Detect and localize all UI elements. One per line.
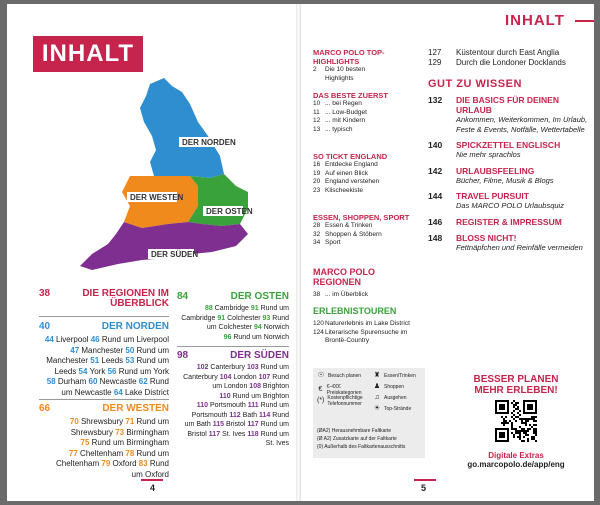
gut-item-head: TRAVEL PURSUIT xyxy=(456,191,529,201)
toc-entry[interactable]: Oxford xyxy=(112,459,139,468)
toc-page-number: 96 xyxy=(223,333,234,341)
toc-page-number: 91 xyxy=(217,314,228,322)
toc-page-number: 114 xyxy=(259,411,273,419)
toc-entry[interactable]: Colchester xyxy=(227,314,263,322)
toc-page-number: 47 xyxy=(70,345,82,355)
toc-page-number: 2 xyxy=(313,66,317,73)
toc-title: DIE REGIONEN IM ÜBERBLICK xyxy=(82,288,169,309)
page-number-rule xyxy=(414,479,436,481)
gut-item[interactable] xyxy=(428,166,588,186)
clock-icon: ☉ xyxy=(317,372,325,379)
toc-entry[interactable]: Shrewsbury xyxy=(70,427,116,437)
gut-item[interactable] xyxy=(428,95,588,134)
toc-page-number: 102 xyxy=(196,364,211,371)
toc-entry: Shoppen & Stöbern xyxy=(325,230,382,238)
toc-page-number: 71 xyxy=(125,417,137,426)
legend-item xyxy=(373,395,425,401)
map-label-south: DER SÜDEN xyxy=(151,250,199,259)
toc-page-number: 56 xyxy=(107,366,119,376)
toc-page-number: 104 xyxy=(219,373,234,381)
map-label-north: DER NORDEN xyxy=(182,138,236,147)
toc-page-number: 132 xyxy=(428,95,443,105)
gut-item[interactable] xyxy=(428,217,588,227)
toc-entry[interactable]: Rund um xyxy=(260,421,289,428)
toc-east[interactable] xyxy=(177,292,289,344)
toc-page-number: 20 xyxy=(313,178,321,185)
section-head: ESSEN, SHOPPEN, SPORT xyxy=(313,213,410,222)
toc-entry[interactable]: Rund xyxy=(272,411,289,419)
toc-entry[interactable]: Rund um Brighton xyxy=(232,392,289,400)
toc-entry[interactable]: Canterbury xyxy=(183,373,220,381)
gut-zu-wissen-heading: GUT ZU WISSEN xyxy=(428,78,522,90)
toc-page-number: 23 xyxy=(313,186,321,194)
qr-code[interactable] xyxy=(495,400,537,442)
toc-page-number: 142 xyxy=(428,165,443,176)
toc-page-number: 117 xyxy=(247,421,261,428)
toc-entry[interactable]: Rund xyxy=(149,377,169,386)
toc-page-number: 91 xyxy=(250,305,261,312)
toc-number: 38 xyxy=(39,288,51,299)
gut-item-sub: Fettnäpfchen und Reinfälle vermeiden xyxy=(456,242,583,252)
toc-highlights[interactable] xyxy=(313,48,425,83)
toc-row[interactable] xyxy=(313,329,425,338)
toc-line xyxy=(177,323,289,333)
toc-entry[interactable]: Bath xyxy=(242,411,260,419)
toc-entry[interactable]: Rund um xyxy=(136,345,169,355)
toc-body xyxy=(39,335,169,398)
toc-entry: ... im Überblick xyxy=(325,291,368,298)
toc-line xyxy=(177,314,289,324)
toc-page-number: 75 xyxy=(80,438,92,447)
toc-title: DER SÜDEN xyxy=(230,350,289,361)
toc-row[interactable] xyxy=(313,337,425,346)
toc-entry[interactable]: Cambridge xyxy=(214,305,251,312)
toc-page-number: 110 xyxy=(219,392,233,400)
toc-page-number: 118 xyxy=(247,430,261,438)
toc-number: 40 xyxy=(39,321,51,332)
toc-line xyxy=(39,459,169,470)
toc-west[interactable] xyxy=(39,404,169,480)
left-page xyxy=(7,4,298,501)
gut-item-head: BLOSS NICHT! xyxy=(456,232,517,243)
map-label-west: DER WESTEN xyxy=(130,193,184,202)
toc-page-number: 28 xyxy=(313,222,321,229)
gut-item-head: URLAUBSFEELING xyxy=(456,165,535,176)
page-title: INHALT xyxy=(33,36,143,72)
toc-entry[interactable]: um London xyxy=(212,383,250,390)
gut-item-head: REGISTER & IMPRESSUM xyxy=(456,216,562,227)
heading-rule xyxy=(575,20,594,22)
toc-entry[interactable]: Rund xyxy=(272,314,289,322)
legend-text: Kostenpflichtige Telefonnummer xyxy=(327,395,363,407)
toc-entry[interactable]: Rund um xyxy=(260,402,289,409)
toc-entry[interactable]: London xyxy=(233,373,259,381)
toc-entry: England verstehen xyxy=(325,178,380,185)
toc-line xyxy=(177,363,289,373)
toc-row[interactable] xyxy=(313,170,425,179)
toc-line xyxy=(39,346,169,357)
legend-note: (ØA2) Herausnehmbare Faltkarte xyxy=(317,428,392,434)
toc-page-number: 88 xyxy=(204,305,215,312)
legend-item xyxy=(373,384,425,390)
toc-entry: Entdecke England xyxy=(325,161,378,168)
legend-text: Essen/Trinken xyxy=(384,373,416,379)
toc-entry[interactable]: Rund um xyxy=(260,430,289,438)
toc-body xyxy=(177,304,289,342)
toc-row[interactable] xyxy=(313,126,425,135)
toc-tickt[interactable] xyxy=(313,152,425,195)
toc-entry[interactable]: St. Ives xyxy=(222,430,248,438)
toc-title: DER WESTEN xyxy=(102,403,169,414)
toc-entry[interactable]: Rund um xyxy=(136,417,169,426)
toc-row[interactable] xyxy=(313,231,425,240)
section-head: DAS BESTE ZUERST xyxy=(313,91,389,100)
toc-entry: ... Low-Budget xyxy=(325,108,367,116)
section-head: ERLEBNISTOUREN xyxy=(313,306,397,316)
toc-entry[interactable]: Rund um Liverpool xyxy=(101,335,169,344)
toc-row[interactable] xyxy=(313,100,425,109)
toc-entry: Literarische Spurensuche im xyxy=(325,328,408,336)
toc-entry[interactable]: York xyxy=(89,366,108,376)
toc-page-number: 13 xyxy=(313,125,321,133)
toc-page-number: 44 xyxy=(44,335,57,344)
toc-row[interactable] xyxy=(313,178,425,187)
toc-page-number xyxy=(313,75,325,84)
toc-line xyxy=(39,438,169,449)
toc-line xyxy=(177,304,289,314)
toc-entry[interactable]: um Bath xyxy=(184,421,213,428)
cutlery-icon: ♜ xyxy=(373,372,381,379)
legend-item xyxy=(373,406,425,412)
promo-line-2: MEHR ERLEBEN! xyxy=(474,385,558,396)
toc-page-number: 108 xyxy=(249,383,263,390)
legend-text: Ausgehen xyxy=(384,395,407,401)
toc-entry: ... mit Kindern xyxy=(325,117,366,124)
map-region-north xyxy=(140,78,224,178)
toc-entry[interactable]: Newcastle xyxy=(99,377,139,386)
toc-row[interactable] xyxy=(313,320,425,329)
toc-page-number: 94 xyxy=(253,324,264,331)
legend-item xyxy=(317,373,369,379)
toc-page-number: 16 xyxy=(313,161,321,168)
gut-item[interactable] xyxy=(428,140,588,160)
page-number-rule xyxy=(141,479,163,481)
toc-entry[interactable]: Manchester xyxy=(81,345,126,355)
toc-south[interactable] xyxy=(177,351,289,459)
divider xyxy=(39,399,169,400)
toc-entry[interactable]: Leeds xyxy=(54,366,79,376)
toc-row[interactable] xyxy=(313,222,425,231)
toc-page-number: 79 xyxy=(101,459,113,468)
toc-entry: Naturerlebnis im Lake District xyxy=(325,320,410,327)
legend-note: (0) Außerhalb des Faltkartenausschnitts xyxy=(317,444,406,450)
toc-page-number: 115 xyxy=(212,421,226,428)
toc-row[interactable] xyxy=(313,239,425,248)
page-title: INHALT xyxy=(505,11,565,29)
toc-line xyxy=(177,373,289,383)
toc-row[interactable] xyxy=(313,161,425,170)
toc-page-number: 58 xyxy=(46,377,58,386)
gut-item[interactable] xyxy=(428,191,588,211)
toc-page-number: 62 xyxy=(138,377,150,386)
promo-extras: Digitale Extras xyxy=(488,451,544,460)
toc-entry[interactable]: Cambridge xyxy=(181,314,218,322)
toc-entry[interactable]: Leeds xyxy=(101,356,126,365)
toc-line xyxy=(177,392,289,402)
toc-entry[interactable]: Cheltenham xyxy=(80,448,126,458)
legend-item xyxy=(373,373,425,379)
toc-entry: Highlights xyxy=(325,74,354,82)
toc-beste[interactable] xyxy=(313,91,425,134)
toc-line xyxy=(177,420,289,430)
toc-entry[interactable]: um Colchester xyxy=(206,324,254,331)
toc-row[interactable] xyxy=(313,117,425,126)
toc-entry: Durch die Londoner Docklands xyxy=(456,58,566,67)
toc-page-number: 46 xyxy=(90,335,102,344)
toc-overview[interactable] xyxy=(39,289,169,315)
promo-url[interactable]: go.marcopolo.de/app/eng xyxy=(467,460,565,469)
toc-entry[interactable]: Durham xyxy=(57,377,89,386)
toc-page-number: 124 xyxy=(313,328,324,336)
map-region-south xyxy=(80,222,248,270)
gut-item-sub: Das MARCO POLO Urlaubsquiz xyxy=(456,201,564,210)
toc-entry[interactable]: Rund um Birmingham xyxy=(91,438,169,447)
toc-line xyxy=(39,428,169,439)
toc-number: 84 xyxy=(177,291,189,302)
toc-page-number: 50 xyxy=(125,345,137,355)
toc-row[interactable] xyxy=(313,66,425,75)
beach-icon: ☀ xyxy=(373,405,381,412)
toc-page-number: 127 xyxy=(428,48,442,57)
section-head: MARCO POLO REGIONEN xyxy=(313,267,375,287)
asterisk-icon: (*) xyxy=(317,397,325,404)
toc-entry[interactable]: um Oxford xyxy=(131,469,169,479)
toc-entry[interactable]: Rund xyxy=(149,459,169,468)
toc-entry[interactable]: Rund xyxy=(272,373,289,381)
nightlife-icon: ♫ xyxy=(374,394,380,401)
toc-line xyxy=(177,430,289,440)
toc-page-number: 112 xyxy=(229,411,243,419)
toc-line xyxy=(177,382,289,392)
toc-entry[interactable]: Liverpool xyxy=(56,335,91,344)
toc-entry[interactable]: Bristol xyxy=(225,421,248,428)
section-head: MARCO POLO TOP-HIGHLIGHTS xyxy=(313,48,385,66)
toc-page-number: 73 xyxy=(115,427,127,437)
toc-entry[interactable]: um Newcastle xyxy=(61,387,114,397)
toc-entry[interactable]: Canterbury xyxy=(210,364,247,371)
toc-number: 66 xyxy=(39,403,51,414)
toc-page-number: 38 xyxy=(313,291,321,298)
toc-page-number: 78 xyxy=(125,448,137,458)
toc-entry[interactable]: St. Ives xyxy=(265,440,289,447)
divider xyxy=(39,316,169,317)
toc-entry[interactable]: Rund um Norwich xyxy=(233,333,289,341)
toc-page-number: 60 xyxy=(88,377,100,386)
legend-note: (Ø A2) Zusatzkarte auf der Faltkarte xyxy=(317,436,397,442)
toc-line xyxy=(39,335,169,346)
toc-entry: Brontë-Country xyxy=(325,337,370,344)
legend-text: Top-Strände xyxy=(384,406,412,412)
toc-page-number: 34 xyxy=(313,239,321,246)
toc-line xyxy=(177,439,289,449)
toc-page-number: 19 xyxy=(313,169,321,177)
toc-entry[interactable]: Brighton xyxy=(262,383,289,390)
toc-page-number: 12 xyxy=(313,117,321,124)
toc-entry: ... typisch xyxy=(325,125,353,133)
toc-page-number: 110 xyxy=(196,402,210,409)
toc-entry[interactable]: Norwich xyxy=(263,324,289,331)
toc-line xyxy=(39,449,169,460)
toc-page-number: 54 xyxy=(78,366,90,376)
toc-entry: Küstentour durch East Anglia xyxy=(456,48,560,57)
toc-north[interactable] xyxy=(39,322,169,398)
toc-line xyxy=(39,388,169,399)
section-head: SO TICKT ENGLAND xyxy=(313,152,388,161)
toc-page-number: 129 xyxy=(428,58,442,67)
toc-line xyxy=(177,411,289,421)
toc-entry: Die 10 besten xyxy=(325,66,366,73)
toc-page-number: 146 xyxy=(428,216,443,227)
toc-entry: Sport xyxy=(325,239,341,246)
promo-line-1: BESSER PLANEN xyxy=(473,374,559,385)
toc-entry[interactable]: Cheltenham xyxy=(56,459,102,468)
toc-entry: ... bei Regen xyxy=(325,100,362,107)
toc-page-number: 32 xyxy=(313,230,321,238)
right-page xyxy=(300,4,594,501)
digital-extras-promo xyxy=(441,374,591,469)
toc-entry: Essen & Trinken xyxy=(325,222,373,229)
toc-entry[interactable]: Rund um xyxy=(260,364,289,371)
toc-row[interactable] xyxy=(428,58,588,68)
divider xyxy=(177,346,289,347)
toc-entry[interactable]: Rund um xyxy=(136,448,169,458)
euro-icon: € xyxy=(318,386,323,393)
toc-page-number: 111 xyxy=(247,402,261,409)
toc-line xyxy=(39,417,169,428)
toc-entry[interactable]: Rund um York xyxy=(118,366,169,376)
toc-touren[interactable] xyxy=(313,306,425,346)
toc-entry: Auf einen Blick xyxy=(325,169,368,177)
toc-entry[interactable]: Birmingham xyxy=(126,427,169,437)
toc-page-number: 10 xyxy=(313,100,321,107)
region-map xyxy=(72,74,262,274)
toc-entry[interactable]: Shrewsbury xyxy=(80,417,126,426)
toc-body xyxy=(39,417,169,480)
toc-line xyxy=(39,377,169,388)
gut-item-sub: Ankommen, Weiterkommen, Im Urlaub, Feste & Events, Notfälle, Wettertabelle xyxy=(456,115,588,134)
toc-line xyxy=(39,367,169,378)
toc-line xyxy=(177,333,289,343)
toc-page-number: 77 xyxy=(68,448,81,458)
toc-page-number: 140 xyxy=(428,140,443,150)
map-label-east: DER OSTEN xyxy=(206,207,253,216)
toc-title: DER NORDEN xyxy=(101,321,169,332)
toc-page-number: 11 xyxy=(313,108,320,116)
toc-page-number: 83 xyxy=(138,459,150,468)
toc-page-number: 51 xyxy=(90,356,102,365)
toc-body xyxy=(177,363,289,449)
legend-item xyxy=(317,395,369,407)
gut-item-head: SPICKZETTEL ENGLISCH xyxy=(456,140,561,150)
toc-page-number: 144 xyxy=(428,191,443,201)
toc-row[interactable] xyxy=(313,109,425,118)
toc-page-number: 53 xyxy=(125,356,137,365)
toc-entry[interactable]: Portsmouth xyxy=(191,411,230,419)
toc-line xyxy=(177,401,289,411)
legend-text: Shoppen xyxy=(384,384,405,390)
toc-page-number xyxy=(313,337,325,346)
toc-title: DER OSTEN xyxy=(230,291,289,302)
toc-entry[interactable]: Bristol xyxy=(187,430,209,438)
toc-entry[interactable]: Rund um xyxy=(260,305,289,312)
toc-number: 98 xyxy=(177,350,189,361)
toc-entry[interactable]: Lake District xyxy=(124,387,169,397)
toc-page-number: 103 xyxy=(246,364,261,371)
gut-item[interactable] xyxy=(428,233,588,253)
page-number: 4 xyxy=(150,483,156,493)
toc-row[interactable] xyxy=(313,75,425,84)
toc-tours-continued xyxy=(428,48,588,258)
toc-entry[interactable]: Portsmouth xyxy=(209,402,248,409)
toc-page-number: 117 xyxy=(208,430,223,438)
toc-page-number: 148 xyxy=(428,232,443,243)
toc-page-number: 107 xyxy=(258,373,273,381)
toc-entry[interactable]: Rund um xyxy=(136,356,169,365)
toc-row[interactable] xyxy=(313,187,425,196)
gut-item-sub: Nie mehr sprachlos xyxy=(456,150,521,159)
legend-box xyxy=(313,368,425,458)
shopping-icon: ♟ xyxy=(373,383,381,390)
legend-text: €–€€€ Preiskategorien xyxy=(326,384,362,396)
gut-item-sub: Bücher, Filme, Musik & Blogs xyxy=(456,175,554,185)
toc-entry[interactable]: Manchester xyxy=(46,356,91,365)
page-number: 5 xyxy=(421,483,427,493)
legend-text: Besuch planen xyxy=(328,373,362,379)
toc-page-number: 93 xyxy=(262,314,273,322)
toc-row[interactable] xyxy=(313,291,425,300)
toc-page-number: 64 xyxy=(113,387,125,397)
toc-page-number: 120 xyxy=(313,320,324,327)
gut-item-head: DIE BASICS FÜR DEINEN URLAUB xyxy=(456,95,559,115)
toc-row[interactable] xyxy=(428,48,588,58)
toc-entry: Klischeekiste xyxy=(325,186,363,194)
toc-essen[interactable] xyxy=(313,213,425,248)
toc-page-number: 70 xyxy=(69,417,81,426)
toc-regionen[interactable] xyxy=(313,267,425,300)
toc-line xyxy=(39,356,169,367)
